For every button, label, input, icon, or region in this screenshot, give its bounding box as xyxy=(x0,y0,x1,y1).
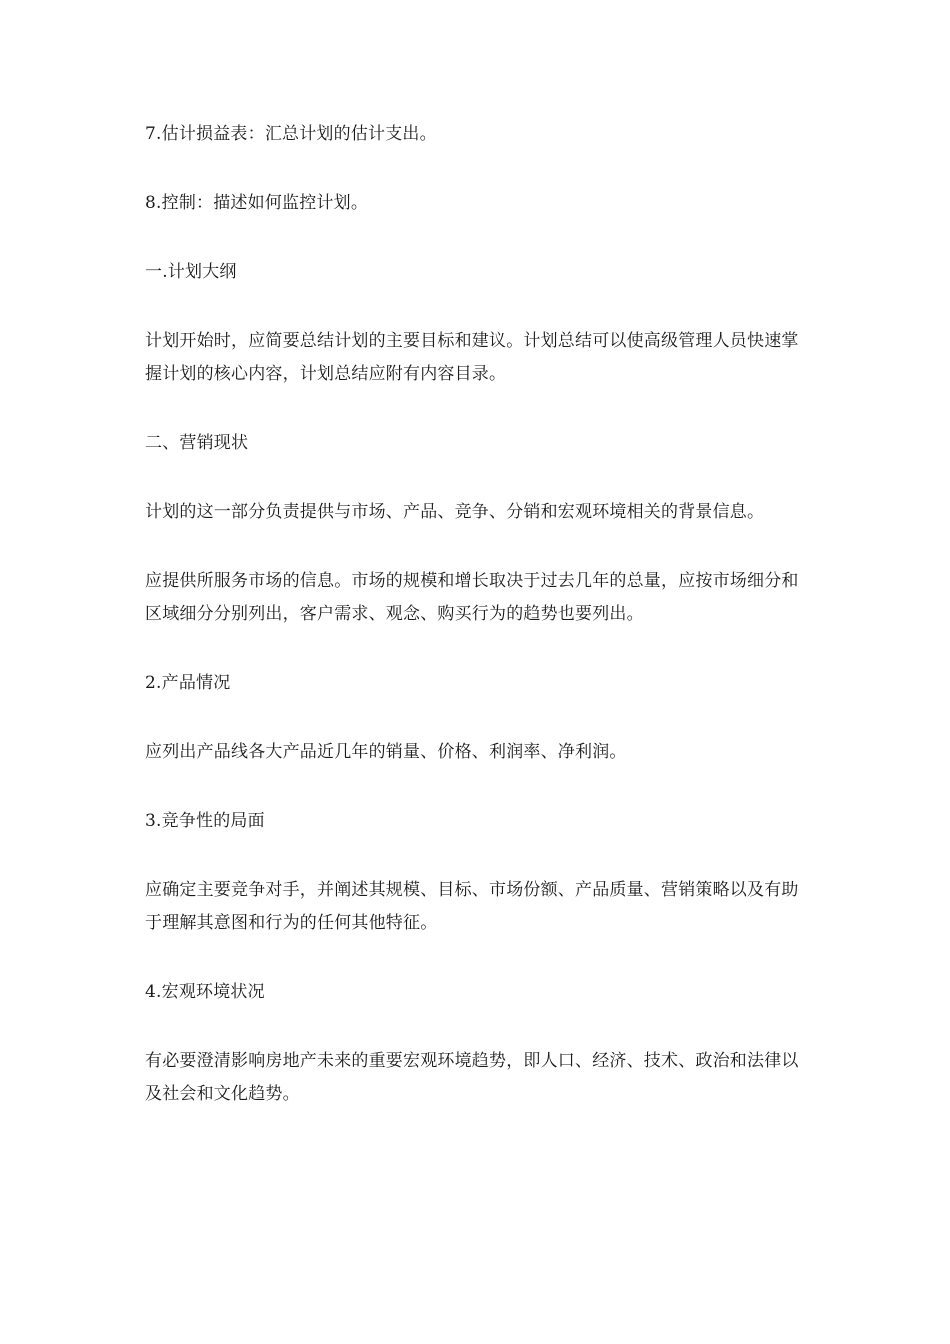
subheading-macro-environment: 4.宏观环境状况 xyxy=(145,982,265,1002)
item-control: 8.控制：描述如何监控计划。 xyxy=(145,193,369,213)
paragraph-macro-environment: 有必要澄清影响房地产未来的重要宏观环境趋势，即人口、经济、技术、政治和法律以及社会和文化趋势。 xyxy=(145,1051,799,1104)
subheading-product-situation: 2.产品情况 xyxy=(145,673,231,693)
paragraph-plan-outline: 计划开始时，应简要总结计划的主要目标和建议。计划总结可以使高级管理人员快速掌握计划的核心内容，计划总结应附有内容目录。 xyxy=(145,331,799,384)
paragraph-competitive-situation: 应确定主要竞争对手，并阐述其规模、目标、市场份额、产品质量、营销策略以及有助于理解其意图和行为的任何其他特征。 xyxy=(145,880,799,933)
paragraph-background-info: 计划的这一部分负责提供与市场、产品、竞争、分销和宏观环境相关的背景信息。 xyxy=(145,502,765,522)
section-heading-marketing-status: 二、营销现状 xyxy=(145,433,249,453)
paragraph-market-info: 应提供所服务市场的信息。市场的规模和增长取决于过去几年的总量，应按市场细分和区域细分分别列出，客户需求、观念、购买行为的趋势也要列出。 xyxy=(145,571,799,624)
document-body xyxy=(145,118,805,1111)
item-estimated-income-statement: 7.估计损益表：汇总计划的估计支出。 xyxy=(145,124,437,144)
paragraph-product-situation: 应列出产品线各大产品近几年的销量、价格、利润率、净利润。 xyxy=(145,742,627,762)
subheading-competitive-situation: 3.竞争性的局面 xyxy=(145,811,265,831)
section-heading-plan-outline: 一.计划大纲 xyxy=(145,262,237,282)
